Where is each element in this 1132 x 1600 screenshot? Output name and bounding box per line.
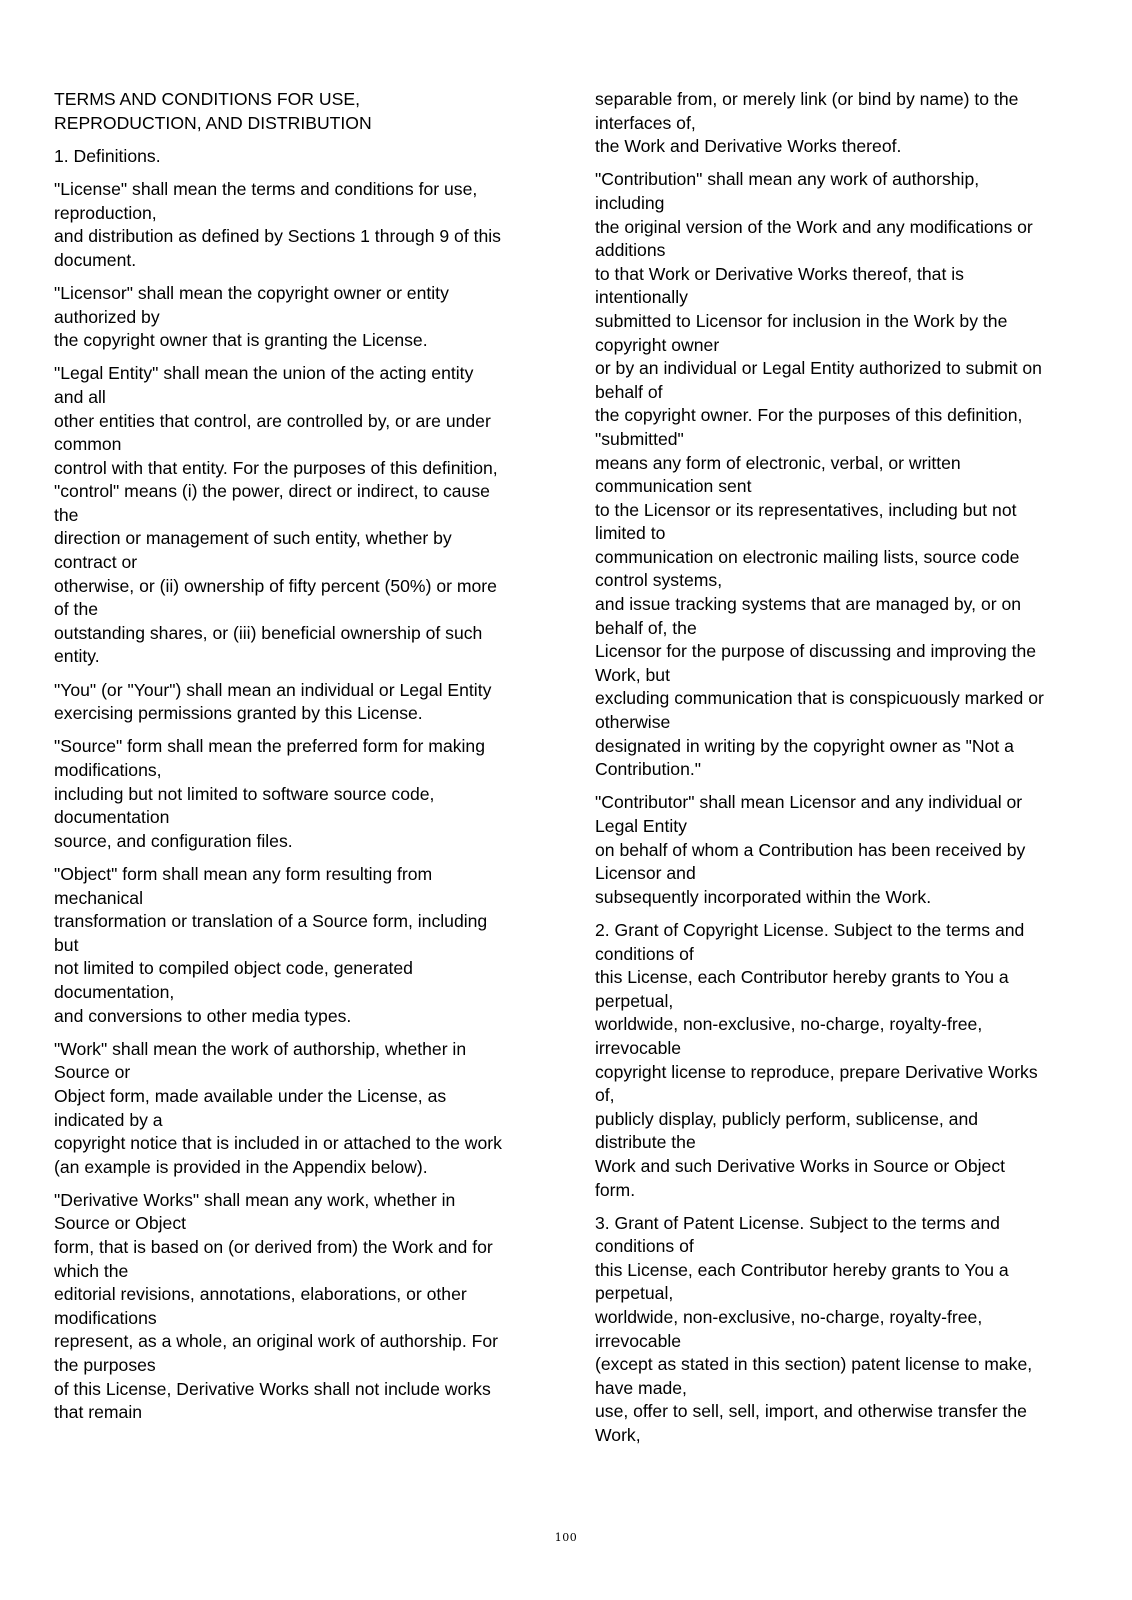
text-line: subsequently incorporated within the Work. — [595, 886, 932, 907]
text-line: the copyright owner that is granting the License. — [54, 330, 428, 351]
text-line: to the Licensor or its representatives, including but not — [595, 499, 1017, 520]
text-line: irrevocable — [595, 1037, 682, 1058]
text-line: "Work" shall mean the work of authorship, whether in — [54, 1038, 467, 1059]
text-line: TERMS AND CONDITIONS FOR USE, — [54, 89, 360, 109]
text-line: mechanical — [54, 887, 143, 908]
text-line: "control" means (i) the power, direct or indirect, to cause — [54, 481, 490, 502]
text-line: source, and configuration files. — [54, 830, 293, 851]
text-line: copyright notice that is included in or attached to the work — [54, 1133, 502, 1154]
paragraph — [54, 863, 544, 1028]
text-line: Legal Entity — [595, 816, 687, 836]
text-line: documentation, — [54, 981, 175, 1002]
text-line: form, that is based on (or derived from) the Work and for — [54, 1237, 493, 1258]
text-line: this License, each Contributor hereby grants to You a — [595, 967, 1009, 988]
text-line: (except as stated in this section) patent license to make, — [595, 1354, 1033, 1375]
paragraph — [595, 1212, 1095, 1448]
text-line: publicly display, publicly perform, sublicense, and — [595, 1108, 979, 1129]
paragraph — [54, 735, 544, 853]
text-line: outstanding shares, or (iii) beneficial ownership of such — [54, 622, 483, 643]
text-line: copyright license to reproduce, prepare Derivative Works — [595, 1061, 1038, 1082]
text-line: entity. — [54, 646, 100, 667]
text-line: Object form, made available under the License, as — [54, 1085, 447, 1106]
text-line: worldwide, non-exclusive, no-charge, royalty-free, — [595, 1014, 983, 1035]
text-line: to that Work or Derivative Works thereof, that is — [595, 263, 964, 284]
text-line: not limited to compiled object code, generated — [54, 958, 413, 979]
text-line: otherwise — [595, 712, 671, 733]
text-line: the — [54, 504, 79, 525]
text-line: other entities that control, are controlled by, or are under — [54, 410, 491, 431]
text-line: reproduction, — [54, 202, 157, 223]
text-line: (an example is provided in the Appendix below). — [54, 1156, 428, 1177]
text-line: behalf of, the — [595, 617, 697, 638]
text-line: but — [54, 934, 79, 955]
paragraph — [54, 679, 544, 726]
text-line: perpetual, — [595, 990, 674, 1011]
paragraph — [595, 919, 1095, 1202]
paragraph — [54, 282, 544, 353]
text-line: Work, — [595, 1425, 641, 1446]
text-line: "You" (or "Your") shall mean an individual or Legal Entity — [54, 679, 492, 700]
text-line: that remain — [54, 1402, 143, 1423]
text-line: "Derivative Works" shall mean any work, whether in — [54, 1189, 456, 1210]
text-line: this License, each Contributor hereby grants to You a — [595, 1259, 1009, 1280]
text-line: Work, but — [595, 664, 670, 685]
text-line: intentionally — [595, 287, 688, 308]
page-number: 100 — [554, 1531, 578, 1544]
text-line: distribute the — [595, 1132, 696, 1153]
right-text-column — [595, 88, 1095, 1457]
paragraph — [54, 145, 544, 169]
text-line: use, offer to sell, sell, import, and otherwise transfer the — [595, 1401, 1027, 1422]
text-line: "Contribution" shall mean any work of authorship, — [595, 169, 980, 190]
paragraph — [54, 88, 544, 135]
text-line: and issue tracking systems that are managed by, or on — [595, 594, 1022, 615]
text-line: irrevocable — [595, 1330, 682, 1351]
text-line: including but not limited to software source code, — [54, 783, 435, 804]
text-line: worldwide, non-exclusive, no-charge, royalty-free, — [595, 1307, 983, 1328]
text-line: "Source" form shall mean the preferred form for making — [54, 736, 486, 757]
text-line: communication on electronic mailing lists, source code — [595, 546, 1020, 567]
text-line: control systems, — [595, 570, 723, 591]
paragraph — [595, 168, 1095, 781]
text-line: contract or — [54, 552, 138, 573]
text-line: modifications — [54, 1307, 157, 1328]
text-line: and all — [54, 386, 106, 407]
text-line: represent, as a whole, an original work of authorship. For — [54, 1331, 498, 1352]
text-line: additions — [595, 240, 666, 261]
text-line: of the — [54, 599, 99, 620]
text-line: the copyright owner. For the purposes of this definition, — [595, 405, 1023, 426]
text-line: indicated by a — [54, 1109, 163, 1130]
text-line: form. — [595, 1179, 636, 1200]
text-line: Contribution." — [595, 759, 702, 780]
text-line: have made, — [595, 1377, 687, 1398]
text-line: "Object" form shall mean any form resulting from — [54, 863, 433, 884]
text-line: communication sent — [595, 476, 752, 497]
text-line: means any form of electronic, verbal, or written — [595, 452, 961, 473]
text-line: modifications, — [54, 760, 162, 780]
text-line: perpetual, — [595, 1283, 674, 1304]
text-line: "Contributor" shall mean Licensor and any individual or — [595, 792, 1023, 813]
text-line: excluding communication that is conspicuously marked or — [595, 688, 1044, 709]
text-line: the Work and Derivative Works thereof. — [595, 136, 902, 157]
text-line: Source or — [54, 1062, 131, 1083]
text-line: control with that entity. For the purposes of this definition, — [54, 457, 498, 478]
text-line: documentation — [54, 807, 170, 828]
text-line: REPRODUCTION, AND DISTRIBUTION — [54, 112, 372, 133]
text-line: transformation or translation of a Source form, including — [54, 911, 488, 932]
paragraph — [54, 1038, 544, 1180]
text-line: and conversions to other media types. — [54, 1005, 352, 1026]
text-line: and distribution as defined by Sections 1 through 9 of this — [54, 226, 501, 247]
text-line: or by an individual or Legal Entity authorized to submit on — [595, 358, 1042, 379]
text-line: interfaces of, — [595, 112, 696, 133]
text-line: editorial revisions, annotations, elaborations, or other — [54, 1284, 467, 1305]
text-line: Work and such Derivative Works in Source or Object — [595, 1155, 1006, 1176]
text-line: Source or Object — [54, 1213, 187, 1234]
text-line: submitted to Licensor for inclusion in the Work by the — [595, 310, 1008, 331]
text-line: of this License, Derivative Works shall not include works — [54, 1378, 491, 1399]
text-line: conditions of — [595, 1236, 694, 1257]
paragraph — [54, 362, 544, 669]
text-line: limited to — [595, 523, 666, 544]
text-line: Licensor and — [595, 863, 696, 884]
text-line: on behalf of whom a Contribution has been received by — [595, 839, 1026, 860]
text-line: common — [54, 434, 122, 455]
text-line: behalf of — [595, 381, 663, 402]
text-line: the original version of the Work and any modifications or — [595, 216, 1033, 237]
text-line: exercising permissions granted by this License. — [54, 703, 423, 724]
text-line: direction or management of such entity, whether by — [54, 528, 452, 549]
paragraph — [54, 1189, 544, 1425]
text-line: "License" shall mean the terms and conditions for use, — [54, 178, 478, 199]
text-line: Licensor for the purpose of discussing and improving the — [595, 641, 1037, 662]
text-line: separable from, or merely link (or bind by name) to the — [595, 89, 1019, 109]
text-line: the purposes — [54, 1355, 156, 1376]
text-line: 2. Grant of Copyright License. Subject to the terms and — [595, 919, 1025, 940]
text-line: "Legal Entity" shall mean the union of the acting entity — [54, 363, 474, 384]
text-line: authorized by — [54, 306, 160, 327]
text-line: of, — [595, 1085, 615, 1106]
text-line: document. — [54, 249, 137, 270]
text-line: designated in writing by the copyright owner as "Not a — [595, 735, 1014, 756]
text-line: "submitted" — [595, 428, 684, 449]
text-line: conditions of — [595, 943, 694, 964]
text-line: "Licensor" shall mean the copyright owner or entity — [54, 282, 449, 303]
text-line: copyright owner — [595, 334, 720, 355]
paragraph — [595, 88, 1095, 159]
left-text-column — [54, 88, 544, 1434]
paragraph — [54, 178, 544, 272]
paragraph — [595, 791, 1095, 909]
text-line: otherwise, or (ii) ownership of fifty percent (50%) or more — [54, 575, 497, 596]
text-line: including — [595, 192, 665, 213]
text-line: 3. Grant of Patent License. Subject to the terms and — [595, 1212, 1000, 1233]
text-line: which the — [54, 1260, 129, 1281]
text-line: 1. Definitions. — [54, 145, 161, 166]
